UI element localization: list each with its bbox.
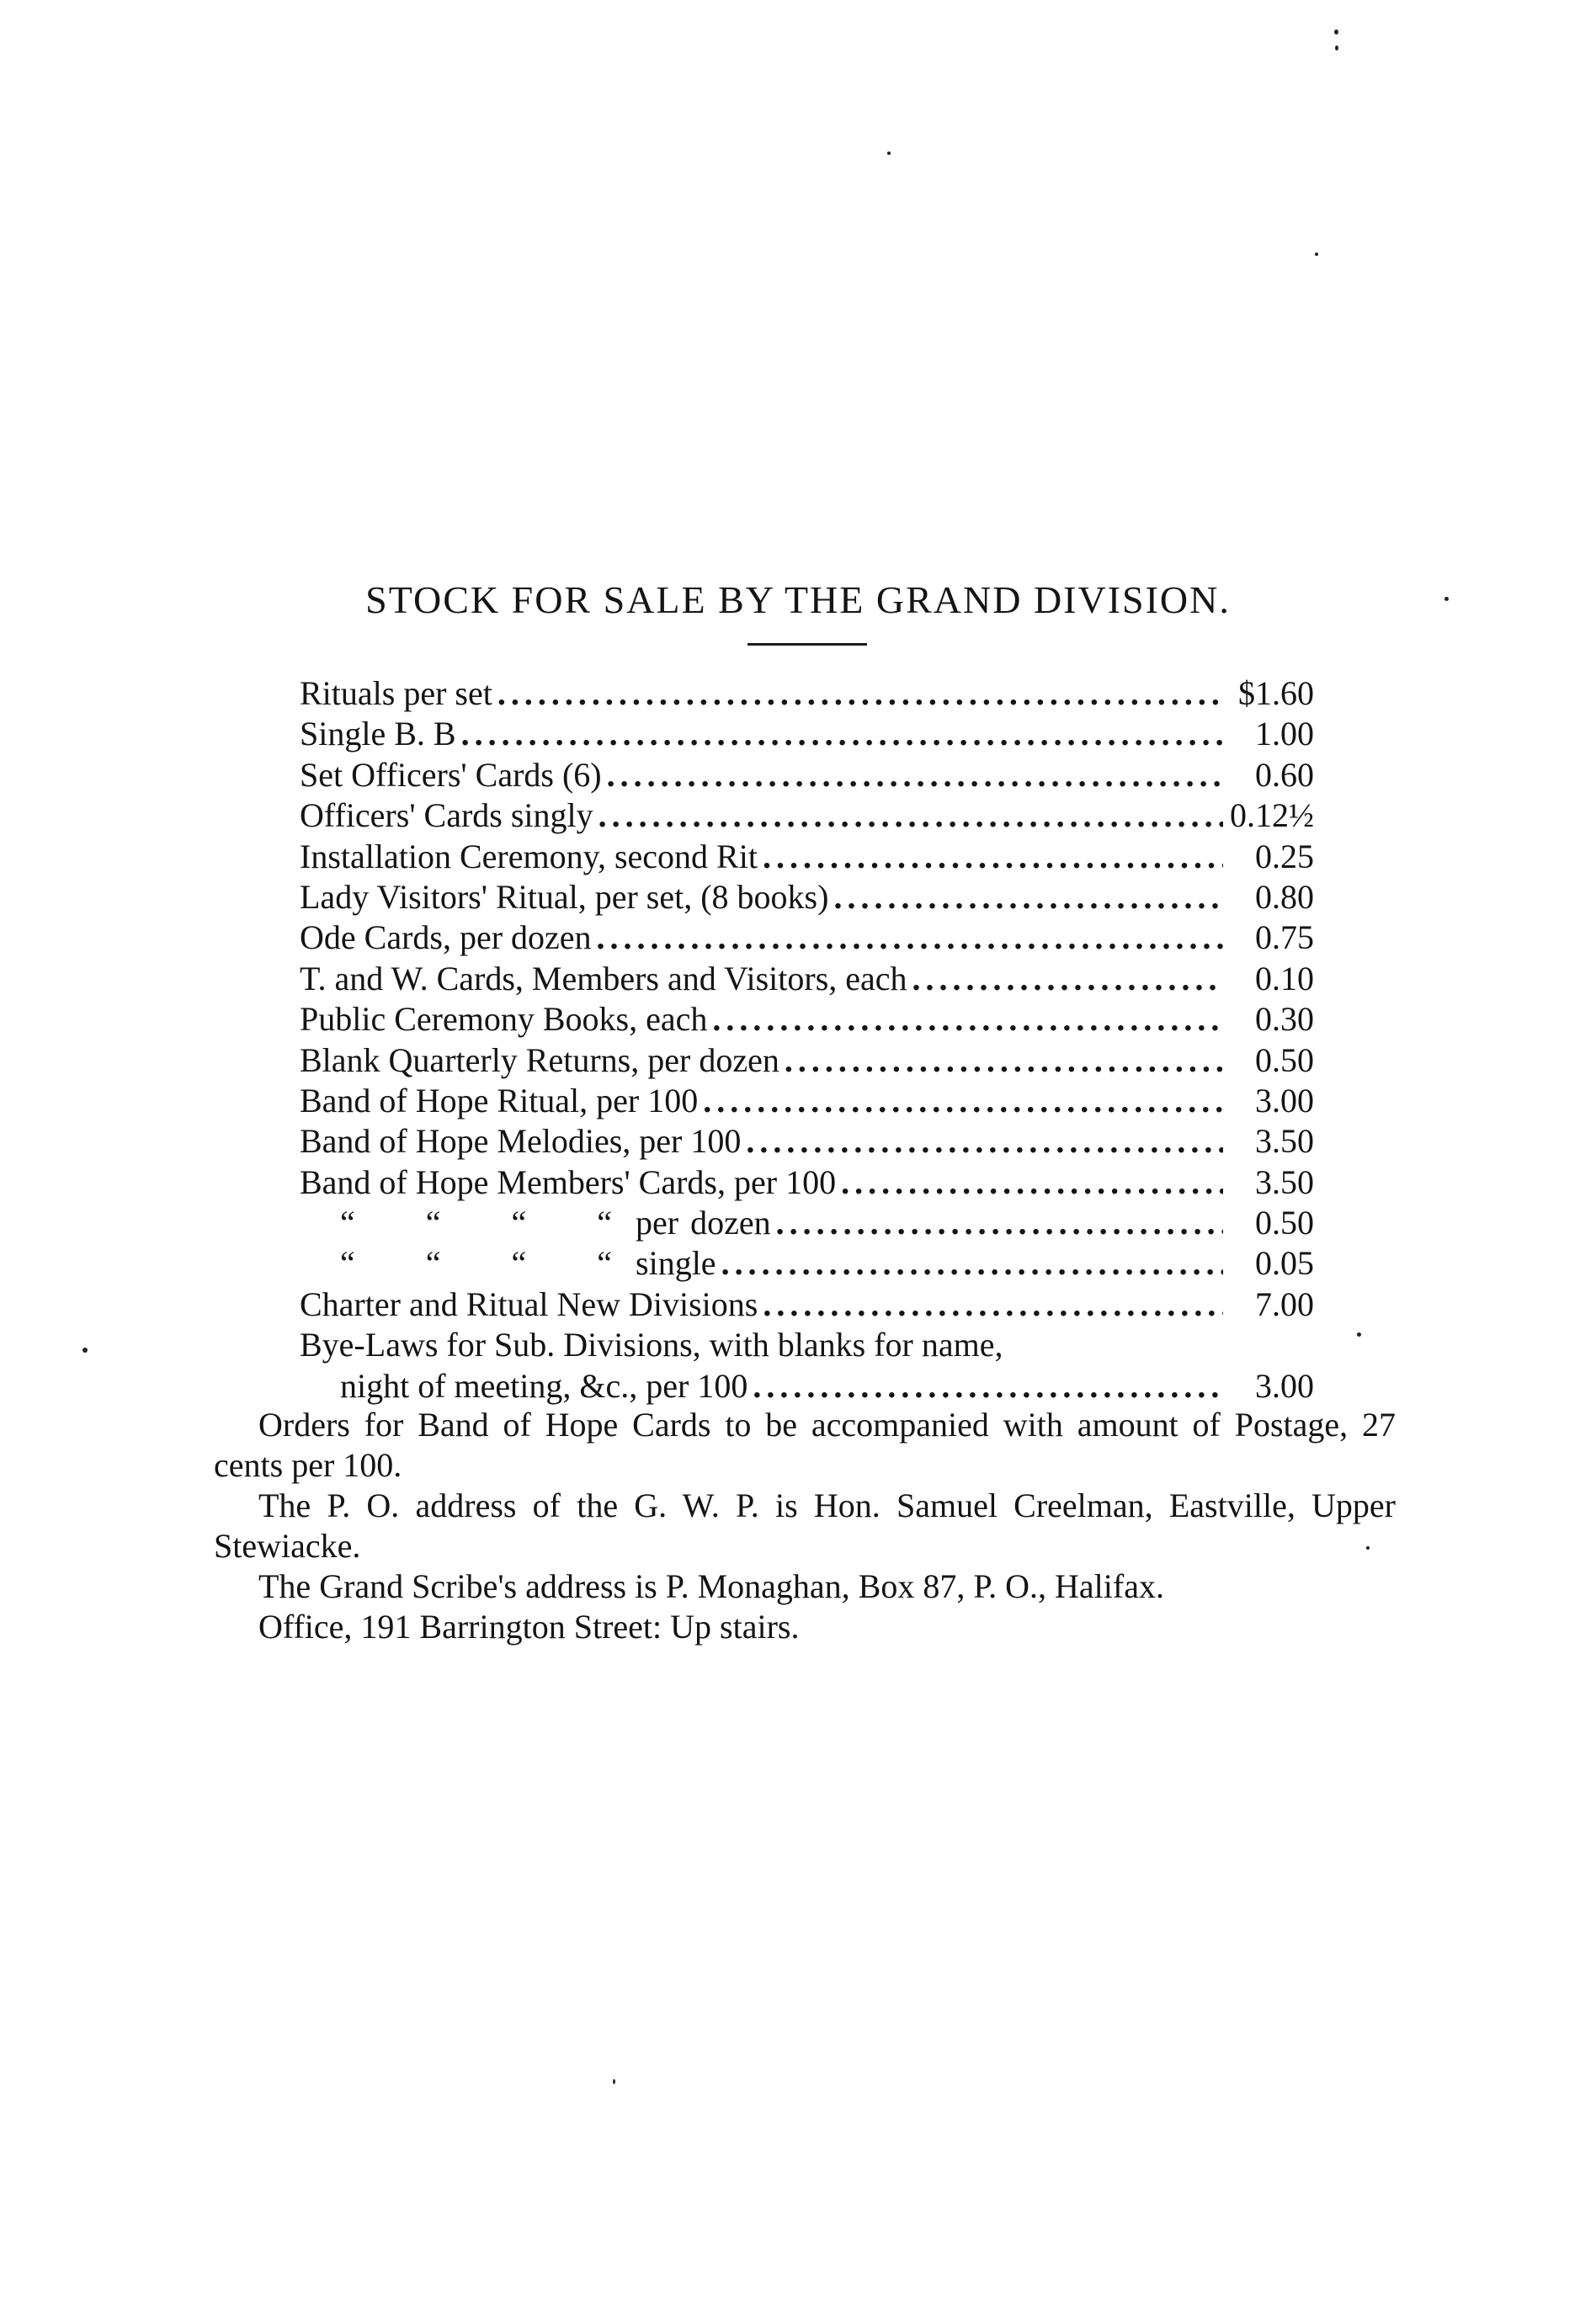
note-paragraph: Orders for Band of Hope Cards to be accompanied with amount of Postage, 27 cents per 100. — [214, 1406, 1396, 1484]
item-price: 0.60 — [1255, 755, 1314, 794]
item-label: Single B. B — [300, 715, 456, 753]
item-price: 0.50 — [1255, 1204, 1314, 1242]
scan-speck — [887, 152, 891, 155]
price-row — [300, 673, 1314, 714]
dot-leader — [598, 795, 1223, 836]
dot-leader — [461, 714, 1223, 754]
scan-speck — [1357, 1332, 1361, 1337]
item-price: 0.10 — [1255, 959, 1314, 997]
note-paragraph: The P. O. address of the G. W. P. is Hon. Samuel Creelman, Eastville, Upper Stewiacke. — [214, 1486, 1396, 1565]
scan-speck — [613, 2079, 615, 2084]
item-label: “ “ “ “ single — [340, 1244, 716, 1283]
price-row — [300, 1162, 1314, 1203]
price-row — [300, 837, 1314, 877]
price-row — [300, 1081, 1314, 1121]
item-label: Installation Ceremony, second Rit — [300, 837, 758, 875]
item-label: Band of Hope Ritual, per 100 — [300, 1081, 699, 1119]
item-label: Band of Hope Members' Cards, per 100 — [300, 1162, 837, 1201]
price-row — [300, 917, 1314, 958]
dot-leader — [712, 999, 1223, 1040]
item-price: 3.50 — [1255, 1162, 1314, 1201]
item-label: Band of Hope Melodies, per 100 — [300, 1122, 742, 1161]
item-price: 3.00 — [1255, 1081, 1314, 1119]
price-row — [300, 795, 1314, 836]
dot-leader — [785, 1040, 1223, 1081]
dot-leader — [833, 877, 1223, 917]
price-row — [300, 1366, 1314, 1407]
item-label: Rituals per set — [300, 674, 492, 712]
page-title: STOCK FOR SALE BY THE GRAND DIVISION. — [365, 578, 1231, 621]
note-paragraph: The Grand Scribe's address is P. Monaghan, Box 87, P. O., Halifax. — [258, 1567, 1164, 1605]
dot-leader — [721, 1243, 1223, 1284]
item-label: Charter and Ritual New Divisions — [300, 1284, 758, 1323]
item-label: “ “ “ “ per dozen — [340, 1204, 771, 1242]
item-label: Set Officers' Cards (6) — [300, 755, 602, 794]
item-label: Ode Cards, per dozen — [300, 918, 592, 957]
note-paragraph: Office, 191 Barrington Street: Up stairs. — [258, 1608, 800, 1646]
dot-leader — [776, 1203, 1223, 1243]
item-label: T. and W. Cards, Members and Visitors, each — [300, 959, 907, 997]
price-row — [300, 1284, 1314, 1325]
scan-speck — [1334, 29, 1338, 35]
dot-leader — [763, 1284, 1223, 1325]
item-label: Blank Quarterly Returns, per dozen — [300, 1040, 779, 1079]
price-row — [300, 959, 1314, 999]
item-price: 0.25 — [1255, 837, 1314, 875]
scan-speck — [1335, 45, 1338, 51]
item-price: 0.05 — [1255, 1244, 1314, 1283]
item-price: 0.12½ — [1230, 796, 1314, 835]
dot-leader — [607, 755, 1223, 795]
item-price: 0.80 — [1255, 877, 1314, 916]
item-label: Bye-Laws for Sub. Divisions, with blanks for name, — [300, 1326, 1003, 1364]
dot-leader — [753, 1366, 1223, 1407]
dot-leader — [497, 673, 1223, 714]
price-row — [300, 999, 1314, 1040]
notes — [214, 1405, 1396, 1647]
item-label: Public Ceremony Books, each — [300, 1000, 708, 1039]
item-price: 3.00 — [1255, 1366, 1314, 1405]
price-row — [300, 1121, 1314, 1162]
item-price: 1.00 — [1255, 715, 1314, 753]
price-row — [300, 1203, 1314, 1243]
dot-leader — [841, 1162, 1223, 1203]
price-row — [300, 1040, 1314, 1081]
dot-leader — [912, 959, 1223, 999]
dot-leader — [703, 1081, 1223, 1121]
item-price: 0.30 — [1255, 1000, 1314, 1039]
price-list — [300, 673, 1314, 1407]
dot-leader — [597, 917, 1223, 958]
dot-leader — [746, 1121, 1223, 1162]
item-price: 7.00 — [1255, 1284, 1314, 1323]
item-price: 3.50 — [1255, 1122, 1314, 1161]
price-row — [300, 1243, 1314, 1284]
item-price: $1.60 — [1238, 674, 1314, 712]
item-price: 0.50 — [1255, 1040, 1314, 1079]
dot-leader — [763, 837, 1223, 877]
price-row — [300, 755, 1314, 795]
item-price: 0.75 — [1255, 918, 1314, 957]
item-label-continued: night of meeting, &c., per 100 — [340, 1366, 748, 1405]
title-rule — [747, 643, 867, 646]
scan-speck — [1315, 253, 1318, 256]
price-row — [300, 714, 1314, 754]
price-row — [300, 877, 1314, 917]
item-label: Lady Visitors' Ritual, per set, (8 books) — [300, 877, 829, 916]
price-row-first-line — [300, 1325, 1314, 1365]
item-label: Officers' Cards singly — [300, 796, 593, 835]
scan-speck — [82, 1348, 88, 1353]
